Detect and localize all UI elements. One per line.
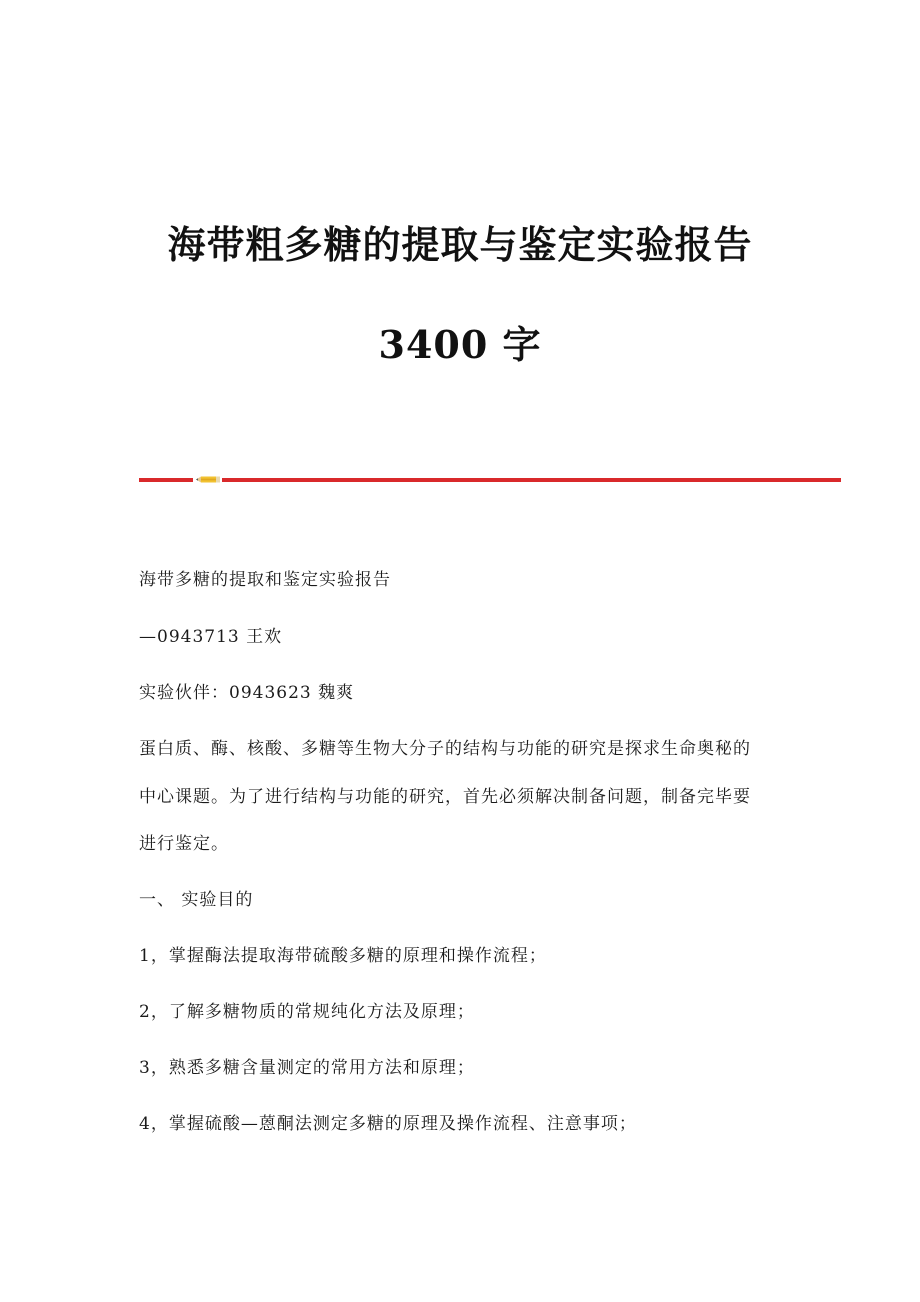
- document-title: 海带粗多糖的提取与鉴定实验报告: [167, 222, 753, 267]
- document-title-word-count: 3400 字: [378, 322, 542, 367]
- objective-item-3: 3，熟悉多糖含量测定的常用方法和原理；: [139, 1058, 475, 1078]
- paragraph-author: —0943713 王欢: [139, 627, 283, 647]
- paragraph-intro-line-3: 进行鉴定。: [139, 834, 229, 854]
- paragraph-intro-line-1: 蛋白质、酶、核酸、多糖等生物大分子的结构与功能的研究是探求生命奥秘的: [139, 739, 751, 759]
- objective-item-2: 2，了解多糖物质的常规纯化方法及原理；: [139, 1002, 475, 1022]
- objective-item-4: 4，掌握硫酸—蒽酮法测定多糖的原理及操作流程、注意事项；: [139, 1114, 637, 1134]
- paragraph-intro-line-2: 中心课题。为了进行结构与功能的研究，首先必须解决制备问题，制备完毕要: [139, 787, 751, 807]
- section-heading-objectives: 一、 实验目的: [139, 890, 254, 910]
- objective-item-1: 1，掌握酶法提取海带硫酸多糖的原理和操作流程；: [139, 946, 547, 966]
- paragraph-partner: 实验伙伴：0943623 魏爽: [139, 683, 355, 703]
- title-divider-left: [139, 478, 193, 482]
- paragraph-report-title: 海带多糖的提取和鉴定实验报告: [139, 570, 391, 590]
- title-divider-right: [222, 478, 841, 482]
- pencil-icon: [196, 475, 220, 484]
